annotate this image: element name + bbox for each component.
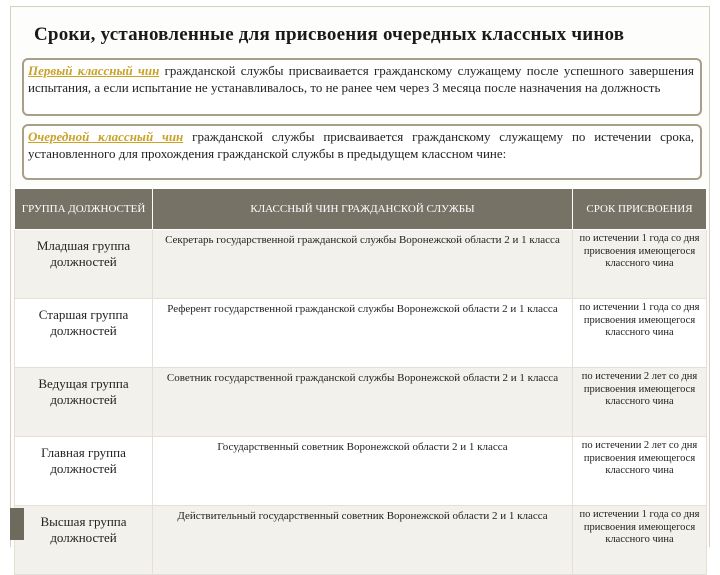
- rank-cell: Государственный советник Воронежской области 2 и 1 класса: [153, 437, 573, 506]
- page-title: Сроки, установленные для присвоения очередных классных чинов: [34, 24, 625, 45]
- rank-cell: Секретарь государственной гражданской службы Воронежской области 2 и 1 класса: [153, 230, 573, 299]
- term-cell: по истечении 2 лет со дня присвоения имеющегося классного чина: [573, 368, 707, 437]
- group-cell: Младшая группа должностей: [15, 230, 153, 299]
- table-row: [15, 299, 707, 368]
- next-rank-term: Очередной классный чин: [28, 129, 184, 144]
- term-cell: по истечении 1 года со дня присвоения имеющегося классного чина: [573, 506, 707, 575]
- table-row: [15, 437, 707, 506]
- group-cell: Старшая группа должностей: [15, 299, 153, 368]
- next-rank-info-box: [22, 124, 702, 180]
- first-rank-text: гражданской службы присваивается гражданскому служащему после успешного завершения испытания, а если испытание не устанавливалось, то не ранее чем через 3 месяца после назначения на должность: [28, 63, 694, 95]
- first-rank-term: Первый классный чин: [28, 63, 160, 78]
- term-cell: по истечении 1 года со дня присвоения имеющегося классного чина: [573, 299, 707, 368]
- rank-cell: Действительный государственный советник Воронежской области 2 и 1 класса: [153, 506, 573, 575]
- header-group: ГРУППА ДОЛЖНОСТЕЙ: [15, 189, 153, 230]
- header-rank: КЛАССНЫЙ ЧИН ГРАЖДАНСКОЙ СЛУЖБЫ: [153, 189, 573, 230]
- table-header-row: [15, 189, 707, 230]
- rank-cell: Референт государственной гражданской службы Воронежской области 2 и 1 класса: [153, 299, 573, 368]
- next-rank-text: гражданской службы присваивается гражданскому служащему по истечении срока, установленного для прохождения гражданской службы в предыдущем классном чине:: [28, 129, 694, 161]
- term-cell: по истечении 1 года со дня присвоения имеющегося классного чина: [573, 230, 707, 299]
- table-row: [15, 230, 707, 299]
- header-term: СРОК ПРИСВОЕНИЯ: [573, 189, 707, 230]
- group-cell: Ведущая группа должностей: [15, 368, 153, 437]
- term-cell: по истечении 2 лет со дня присвоения имеющегося классного чина: [573, 437, 707, 506]
- first-rank-info-box: [22, 58, 702, 116]
- group-cell: Высшая группа должностей: [15, 506, 153, 575]
- group-cell: Главная группа должностей: [15, 437, 153, 506]
- rank-cell: Советник государственной гражданской службы Воронежской области 2 и 1 класса: [153, 368, 573, 437]
- table-row: [15, 506, 707, 575]
- slide-accent-bar: [10, 508, 24, 540]
- rank-terms-table: [14, 188, 707, 575]
- table-row: [15, 368, 707, 437]
